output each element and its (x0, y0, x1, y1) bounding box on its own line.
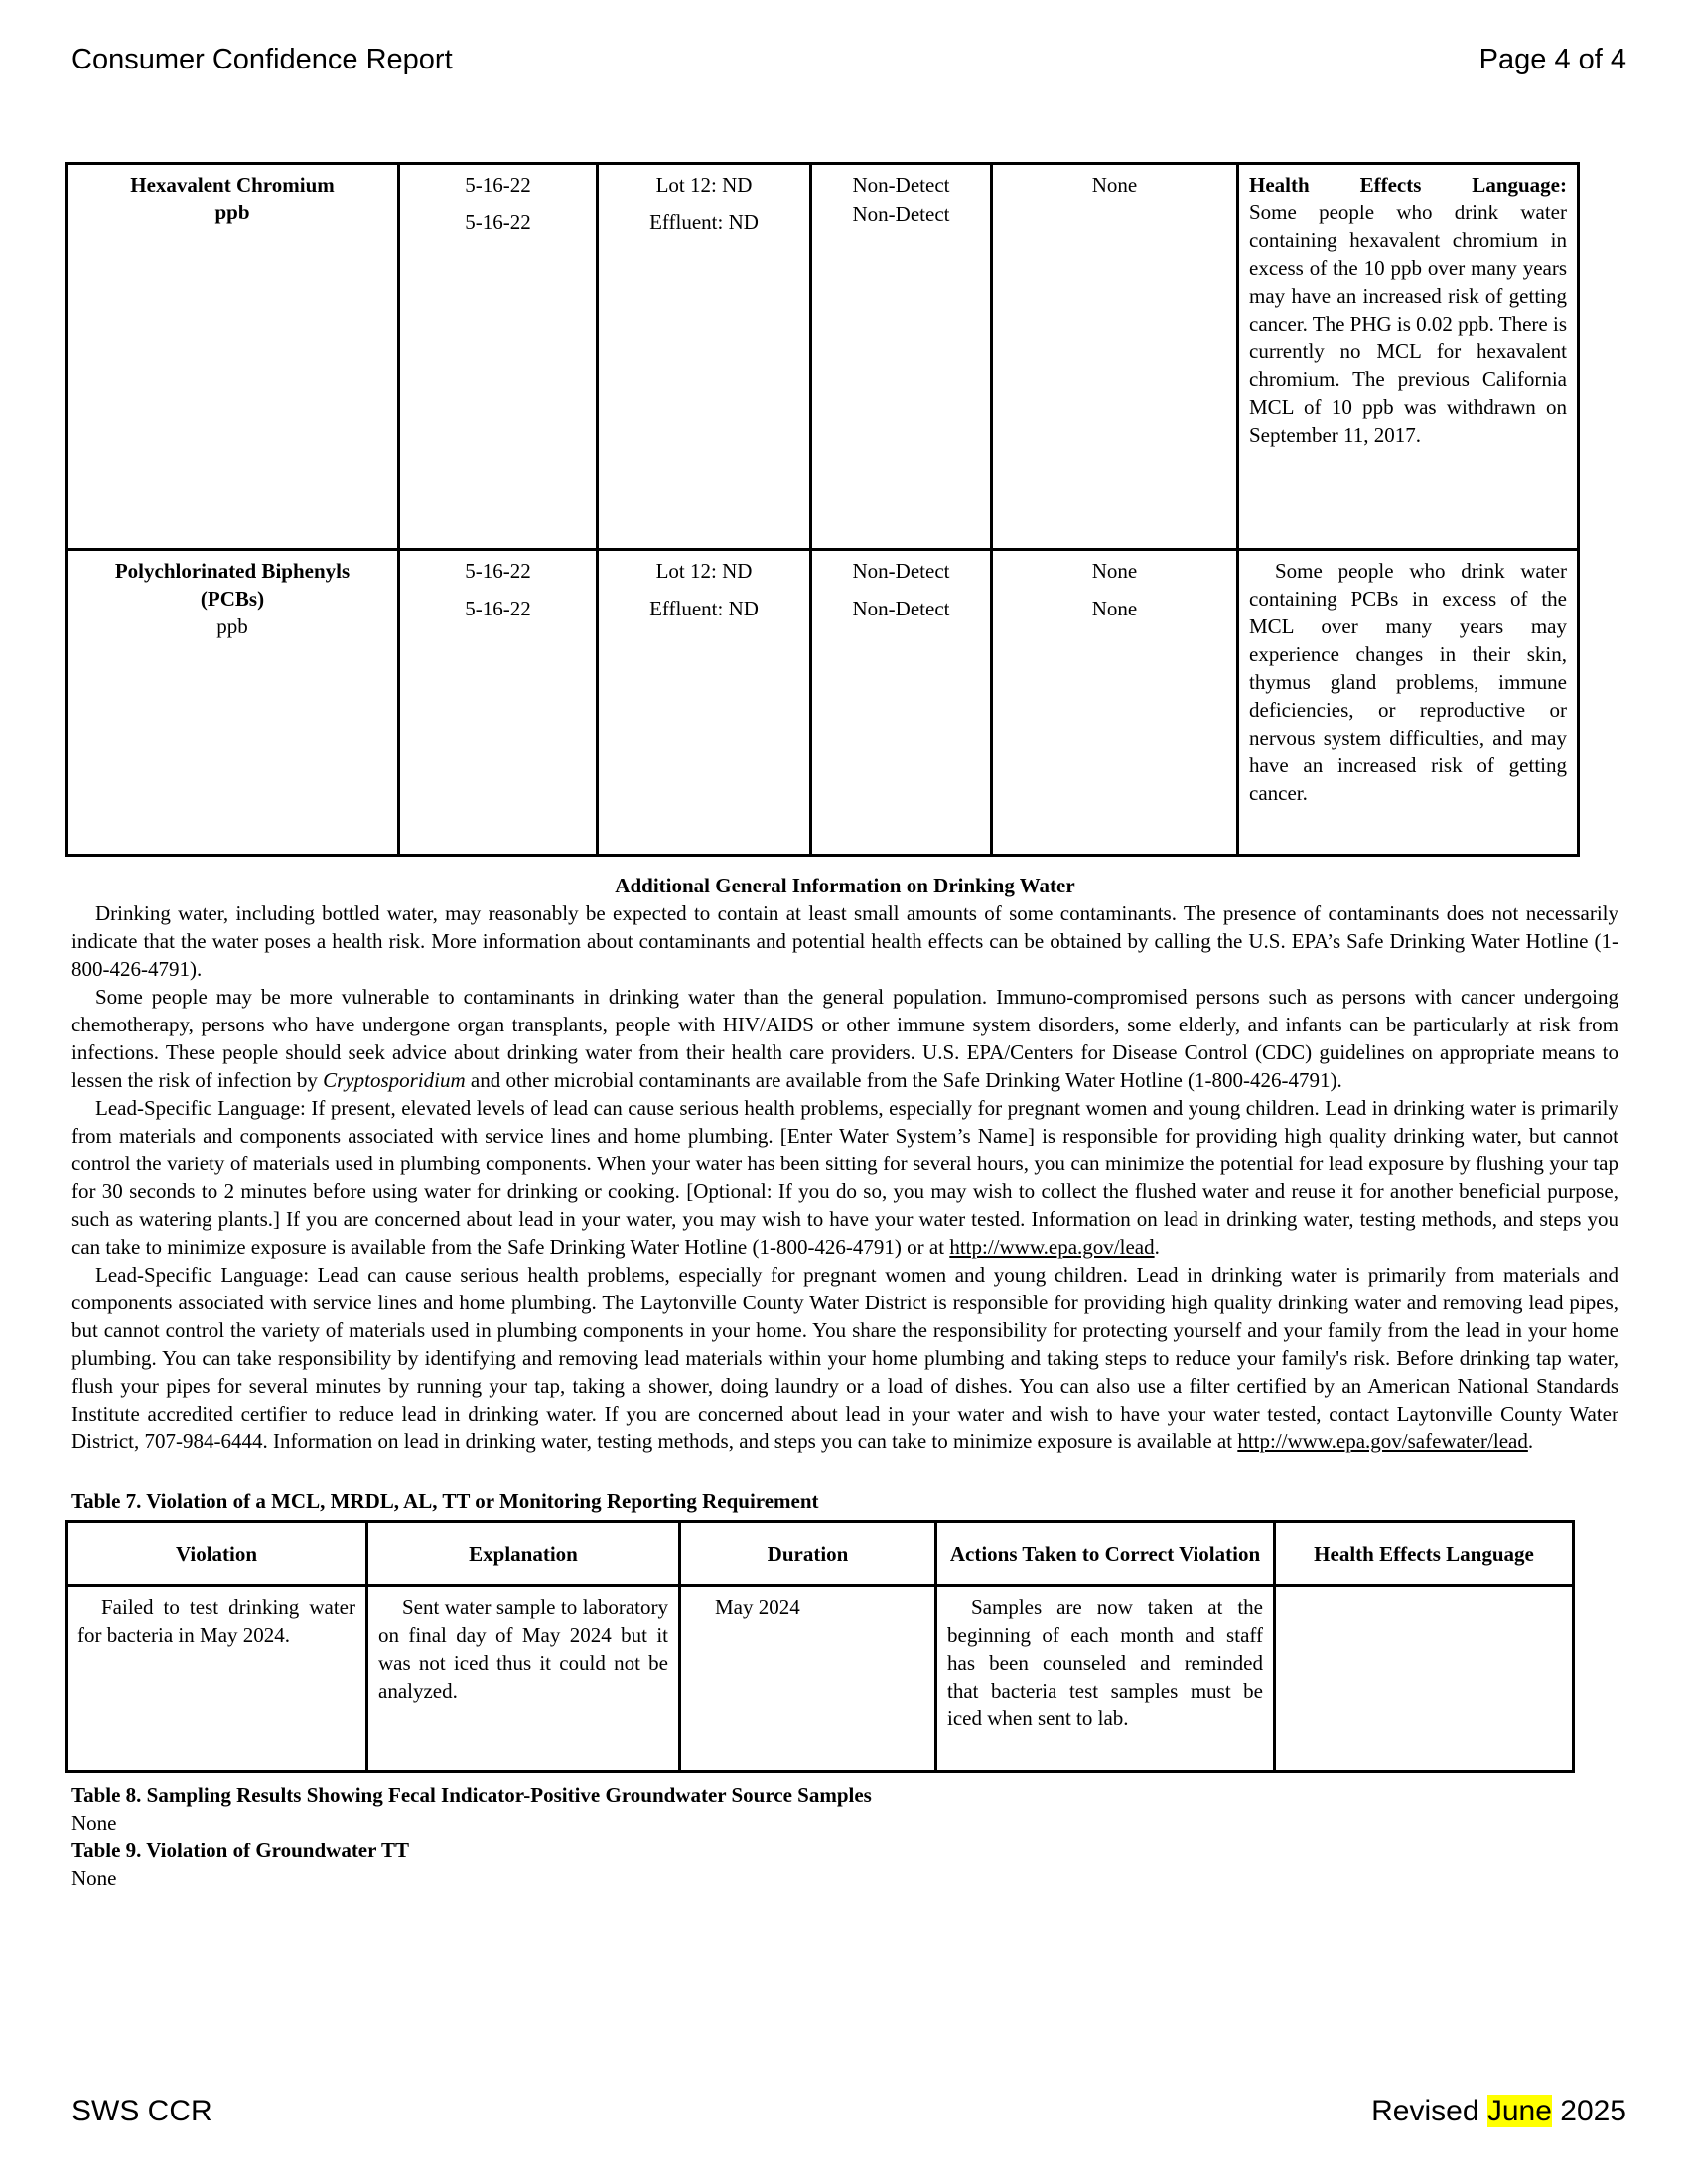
paragraph-lead-specific-1 (71, 1094, 1618, 1261)
contaminant-name: Hexavalent Chromium (130, 173, 335, 197)
duration-cell: May 2024 (680, 1586, 936, 1772)
page-footer (71, 2095, 1626, 2128)
contaminant-unit: ppb (216, 614, 248, 638)
contaminant-name-cell (67, 550, 399, 856)
contaminant-table (65, 162, 1580, 857)
tables-8-9-section (71, 1781, 1618, 1892)
hyperlink[interactable]: http://www.epa.gov/safewater/lead (1237, 1430, 1528, 1453)
revision-suffix: 2025 (1551, 2095, 1626, 2127)
violation-table-row (67, 1586, 1574, 1772)
detection-value: Non-Detect (852, 173, 950, 197)
health-effects-text: Some people who drink water containing hexavalent chromium in excess of the 10 ppb over many years may have an increased risk of getting cancer. The PHG is 0.02 ppb. There is currently no MCL for hexavalent chromium. The previous California MCL of 10 ppb was withdrawn on September 11, 2017. (1249, 201, 1567, 447)
paragraph-lead-specific-2 (71, 1261, 1618, 1455)
footer-document-code: SWS CCR (71, 2095, 212, 2127)
text-run: . (1527, 1430, 1534, 1453)
column-header-health-effects: Health Effects Language (1275, 1522, 1574, 1586)
text-run: Lead-Specific Language: If present, elevated levels of lead can cause serious health problems, especially for pregnant women and young children. Lead in drinking water is primarily from materials and components associated with service lines and home plumbing. [Enter Water System’s Name] is responsible for providing high quality drinking water, but cannot control the variety of materials used in plumbing components. When your water has been sitting for several hours, you can minimize the potential for lead exposure by flushing your tap for 30 seconds to 2 minutes before using water for drinking or cooking. [Optional: If you do so, you may wish to collect the flushed water and reuse it for another beneficial purpose, such as watering plants.] If you are concerned about lead in your water, you may wish to have your water tested. Information on lead in drinking water, testing methods, and steps you can take to minimize exposure is available from the Safe Drinking Water Hotline (1-800-426-4791) or at (71, 1096, 1618, 1259)
table-row-pcbs (67, 550, 1579, 856)
explanation-cell: Sent water sample to laboratory on final day of May 2024 but it was not iced thus it could not be analyzed. (367, 1586, 680, 1772)
section-heading: Additional General Information on Drinking Water (615, 874, 1075, 897)
detection-value: Non-Detect (852, 559, 950, 583)
table-row-hexavalent-chromium (67, 164, 1579, 550)
contaminant-name: Polychlorinated Biphenyls (114, 559, 351, 583)
actions-taken-cell: Samples are now taken at the beginning of each month and staff has been counseled and reminded that bacteria test samples must be iced when sent to lab. (936, 1586, 1275, 1772)
violation-description-cell: Failed to test drinking water for bacteria in May 2024. (67, 1586, 367, 1772)
contaminant-name-cell (67, 164, 399, 550)
result-value: Effluent: ND (649, 210, 759, 234)
page-header (71, 44, 1626, 76)
revision-prefix: Revised (1371, 2095, 1487, 2127)
column-header-duration: Duration (680, 1522, 936, 1586)
sample-date: 5-16-22 (465, 173, 531, 197)
general-information-section (71, 872, 1618, 1892)
detection-value: Non-Detect (852, 597, 950, 620)
health-effects-cell (1238, 164, 1579, 550)
violation-table-header-row (67, 1522, 1574, 1586)
table8-heading: Table 8. Sampling Results Showing Fecal Indicator-Positive Groundwater Source Samples (71, 1783, 872, 1807)
sample-date-cell (399, 164, 598, 550)
text-run: Lead-Specific Language: Lead can cause serious health problems, especially for pregnant women and young children. Lead in drinking water is primarily from materials and components associated with service lines and home plumbing. The Laytonville County Water District is responsible for providing high quality drinking water and removing lead pipes, but cannot control the variety of materials used in plumbing components in your home. You share the responsibility for protecting yourself and your family from the lead in your home plumbing. You can take responsibility by identifying and removing lead materials within your home plumbing and taking steps to reduce your family's risk. Before drinking tap water, flush your pipes for several minutes by running your tap, taking a shower, doing laundry or a load of dishes. You can also use a filter certified by an American National Standards Institute accredited certifier to reduce lead in drinking water. If you are concerned about lead in your water and wish to have your water tested, contact Laytonville County Water District, 707-984-6444. Information on lead in drinking water, testing methods, and steps you can take to minimize exposure is available at (71, 1263, 1618, 1453)
page-number: Page 4 of 4 (1478, 44, 1626, 75)
violation-table (65, 1520, 1575, 1773)
contaminant-unit: ppb (214, 201, 250, 224)
sample-date-cell (399, 550, 598, 856)
violation-cell (992, 164, 1238, 550)
sample-date: 5-16-22 (465, 597, 531, 620)
contaminant-name-2: (PCBs) (200, 587, 265, 611)
document-title: Consumer Confidence Report (71, 44, 453, 75)
result-value: Lot 12: ND (655, 173, 753, 197)
result-value: Effluent: ND (649, 597, 759, 620)
column-header-violation: Violation (67, 1522, 367, 1586)
result-cell (598, 550, 811, 856)
health-effects-label: Health Effects Language: (1249, 173, 1567, 197)
column-header-actions: Actions Taken to Correct Violation (936, 1522, 1275, 1586)
revision-month-highlighted: June (1486, 2095, 1552, 2127)
violation-cell (992, 550, 1238, 856)
footer-revision-date (1371, 2095, 1626, 2128)
italic-term: Cryptosporidium (323, 1068, 466, 1092)
violation-value: None (1091, 559, 1138, 583)
table7-heading: Table 7. Violation of a MCL, MRDL, AL, TT or Monitoring Reporting Requirement (71, 1489, 819, 1513)
detection-value: Non-Detect (852, 203, 950, 226)
text-run: Some people may be more vulnerable to contaminants in drinking water than the general population. Immuno-compromised persons such as persons with cancer undergoing chemotherapy, persons who have undergone organ transplants, people with HIV/AIDS or other immune system disorders, some elderly, and infants can be particularly at risk from infections. These people should seek advice about drinking water from their health care providers. U.S. EPA/Centers for Disease Control (CDC) guidelines on appropriate means to lessen the risk of infection by (71, 985, 1618, 1092)
text-run: and other microbial contaminants are available from the Safe Drinking Water Hotline (1-800-426-4791). (465, 1068, 1342, 1092)
table8-value: None (71, 1811, 117, 1835)
column-header-explanation: Explanation (367, 1522, 680, 1586)
result-value: Lot 12: ND (655, 559, 753, 583)
sample-date: 5-16-22 (465, 210, 531, 234)
table9-heading: Table 9. Violation of Groundwater TT (71, 1839, 409, 1862)
paragraph-vulnerable-populations (71, 983, 1618, 1094)
health-effects-language-cell (1275, 1586, 1574, 1772)
table9-value: None (71, 1866, 117, 1890)
detection-cell (811, 164, 992, 550)
violation-value: None (1091, 173, 1138, 197)
health-effects-cell (1238, 550, 1579, 856)
paragraph-contaminants: Drinking water, including bottled water, may reasonably be expected to contain at least small amounts of some contaminants. The presence of contaminants does not necessarily indicate that the water poses a health risk. More information about contaminants and potential health effects can be obtained by calling the U.S. EPA’s Safe Drinking Water Hotline (1-800-426-4791). (71, 901, 1618, 981)
result-cell (598, 164, 811, 550)
text-run: . (1154, 1235, 1160, 1259)
health-effects-text: Some people who drink water containing PCBs in excess of the MCL over many years may experience changes in their skin, thymus gland problems, immune deficiencies, or reproductive or nervous system difficulties, and may have an increased risk of getting cancer. (1249, 559, 1567, 805)
violation-value: None (1091, 597, 1138, 620)
sample-date: 5-16-22 (465, 559, 531, 583)
hyperlink[interactable]: http://www.epa.gov/lead (949, 1235, 1155, 1259)
detection-cell (811, 550, 992, 856)
